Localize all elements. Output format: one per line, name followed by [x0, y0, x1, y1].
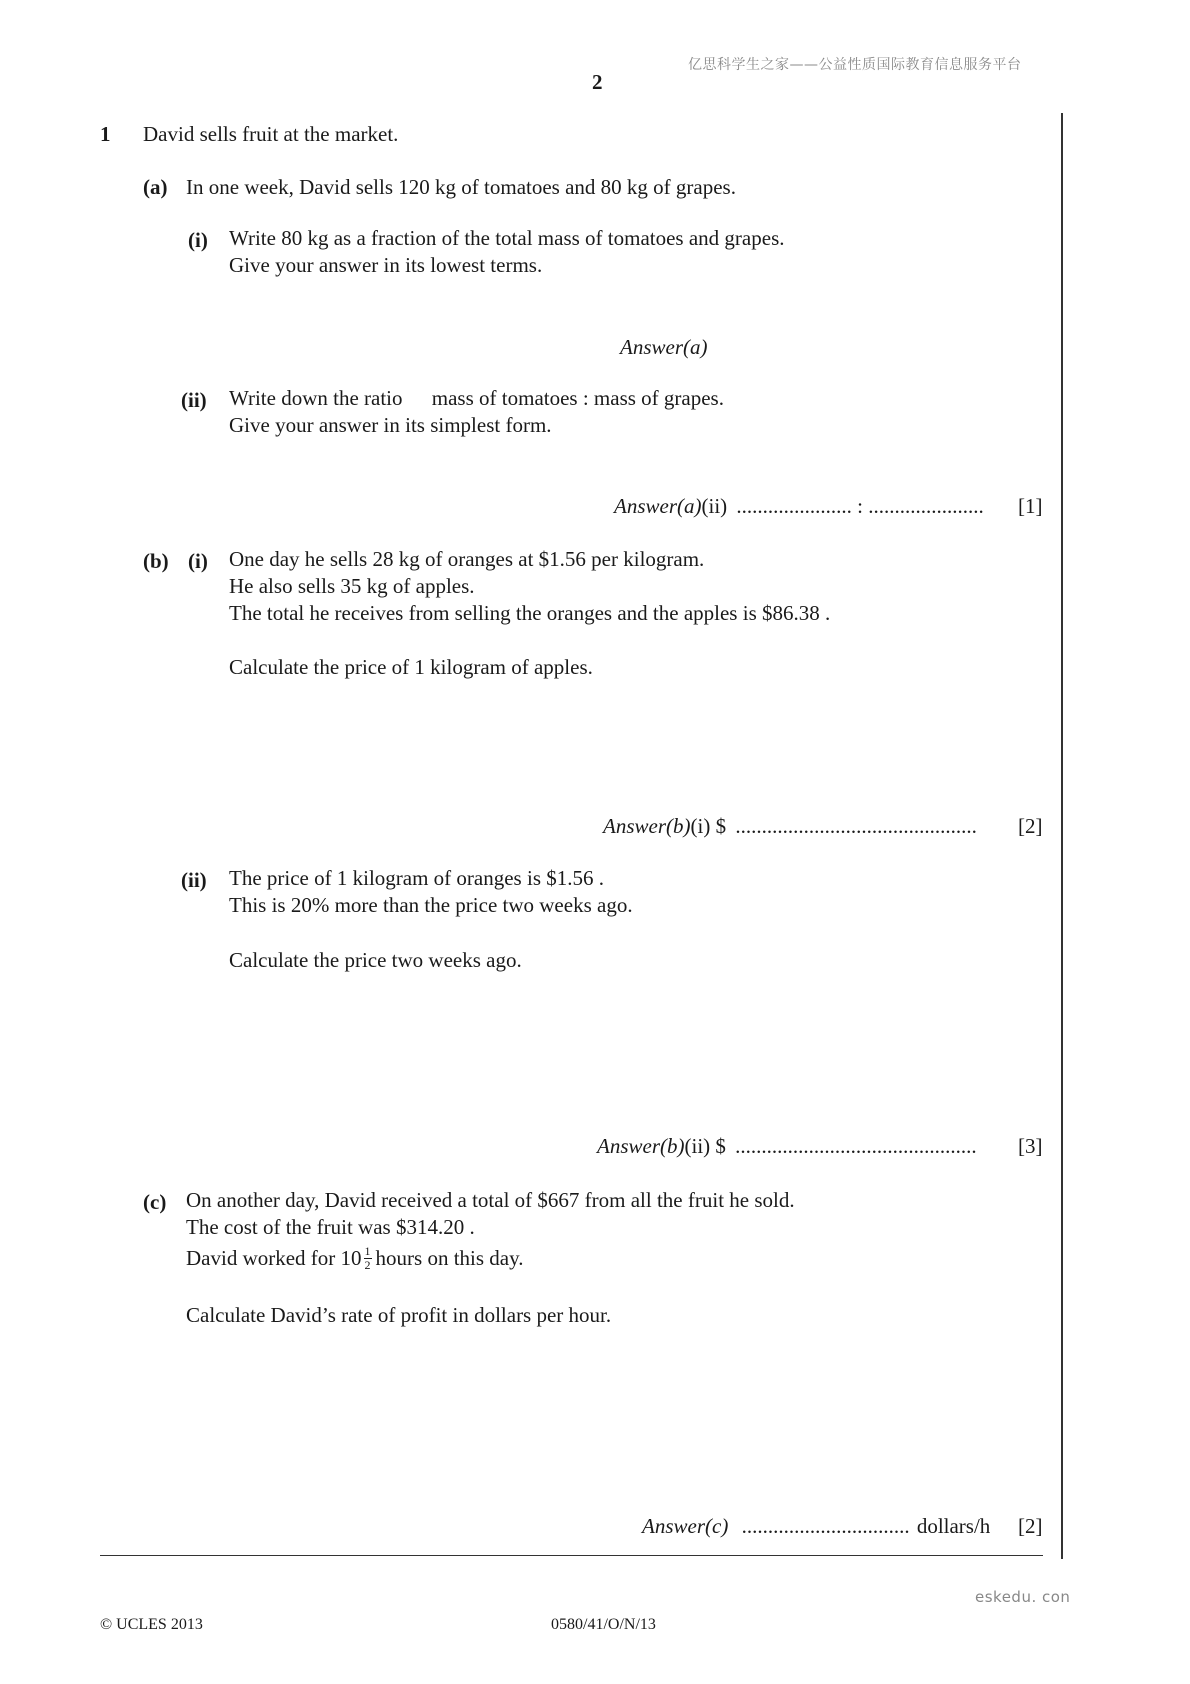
- half-fraction: [364, 1245, 372, 1272]
- part-b-i-line2: He also sells 35 kg of apples.: [229, 574, 475, 598]
- answer-a-ii-label: Answer(a): [614, 494, 702, 518]
- watermark-top: 亿思科学生之家——公益性质国际教育信息服务平台: [688, 57, 1022, 73]
- answer-b-i: [603, 814, 977, 839]
- part-b-i-text: [229, 546, 830, 627]
- part-a-ii-label: (ii): [181, 388, 207, 412]
- part-c-label: (c): [143, 1190, 167, 1214]
- right-margin-rule: [1061, 113, 1063, 1559]
- part-c-line3-end: hours on this day.: [375, 1246, 524, 1270]
- part-a-ii-line2: Give your answer in its simplest form.: [229, 413, 552, 437]
- part-a-ii-text: [229, 385, 724, 439]
- watermark-bottom: eskedu. con: [975, 1588, 1071, 1606]
- marks-a-ii: [1]: [1018, 494, 1043, 518]
- part-c-line1: On another day, David received a total of $667 from all the fruit he sold.: [186, 1188, 795, 1212]
- answer-c-field[interactable]: ................................: [741, 1514, 910, 1538]
- part-c-line3-start: David worked for 10: [186, 1246, 362, 1270]
- fraction-denominator: 2: [364, 1257, 371, 1272]
- footer-copyright: © UCLES 2013: [100, 1616, 203, 1633]
- part-b-i-label: (i): [188, 549, 208, 573]
- part-c-text: [186, 1187, 795, 1274]
- marks-b-ii: [3]: [1018, 1134, 1043, 1158]
- answer-a-ii-label-sub: (ii): [701, 494, 728, 518]
- part-b-label: (b): [143, 549, 169, 573]
- part-a-i-line1: Write 80 kg as a fraction of the total mass of tomatoes and grapes.: [229, 226, 785, 250]
- answer-c-label: Answer(c): [642, 1514, 729, 1538]
- question-intro: David sells fruit at the market.: [143, 122, 399, 146]
- part-a-i-line2: Give your answer in its lowest terms.: [229, 253, 543, 277]
- part-a-i-text: [229, 225, 785, 279]
- answer-b-ii-label-sub: (ii) $: [684, 1134, 726, 1158]
- question-number: 1: [100, 122, 111, 146]
- answer-a-ii: [614, 494, 984, 519]
- answer-b-ii-field[interactable]: ..............................................: [735, 1134, 977, 1158]
- part-b-i-line4: Calculate the price of 1 kilogram of apples.: [229, 655, 593, 679]
- answer-b-i-field[interactable]: ..............................................: [735, 814, 977, 838]
- part-c-line2: The cost of the fruit was $314.20 .: [186, 1215, 475, 1239]
- part-b-ii-label: (ii): [181, 868, 207, 892]
- answer-b-i-label-sub: (i) $: [690, 814, 727, 838]
- marks-b-i: [2]: [1018, 814, 1043, 838]
- part-b-ii-line2: This is 20% more than the price two weeks ago.: [229, 893, 633, 917]
- answer-b-ii-label: Answer(b): [597, 1134, 685, 1158]
- part-a-label: (a): [143, 175, 168, 199]
- fraction-numerator: 1: [364, 1243, 371, 1258]
- answer-c-unit: dollars/h: [916, 1514, 991, 1538]
- part-b-ii-text: [229, 865, 633, 919]
- answer-b-ii: [597, 1134, 977, 1159]
- part-a-text: In one week, David sells 120 kg of tomatoes and 80 kg of grapes.: [186, 175, 736, 199]
- part-b-i-line3: The total he receives from selling the oranges and the apples is $86.38 .: [229, 601, 831, 625]
- bottom-rule: [100, 1555, 1043, 1556]
- marks-c: [2]: [1018, 1514, 1043, 1538]
- answer-a-ii-field[interactable]: ...................... : ......................: [736, 494, 984, 518]
- footer-code: 0580/41/O/N/13: [551, 1616, 656, 1633]
- part-c-line4: Calculate David’s rate of profit in dollars per hour.: [186, 1303, 612, 1327]
- answer-b-i-label: Answer(b): [603, 814, 691, 838]
- answer-a-label: Answer(a): [620, 335, 708, 359]
- part-a-ii-line1-start: Write down the ratio: [229, 386, 403, 410]
- page-number: 2: [592, 70, 603, 94]
- part-b-ii-line3: Calculate the price two weeks ago.: [229, 948, 522, 972]
- part-b-ii-line1: The price of 1 kilogram of oranges is $1.56 .: [229, 866, 604, 890]
- answer-c: [642, 1514, 990, 1539]
- part-a-i-label: (i): [188, 228, 208, 252]
- part-c-line3: [186, 1245, 795, 1274]
- part-a-ii-ratio: mass of tomatoes : mass of grapes.: [431, 386, 724, 410]
- part-b-i-line1: One day he sells 28 kg of oranges at $1.56 per kilogram.: [229, 547, 705, 571]
